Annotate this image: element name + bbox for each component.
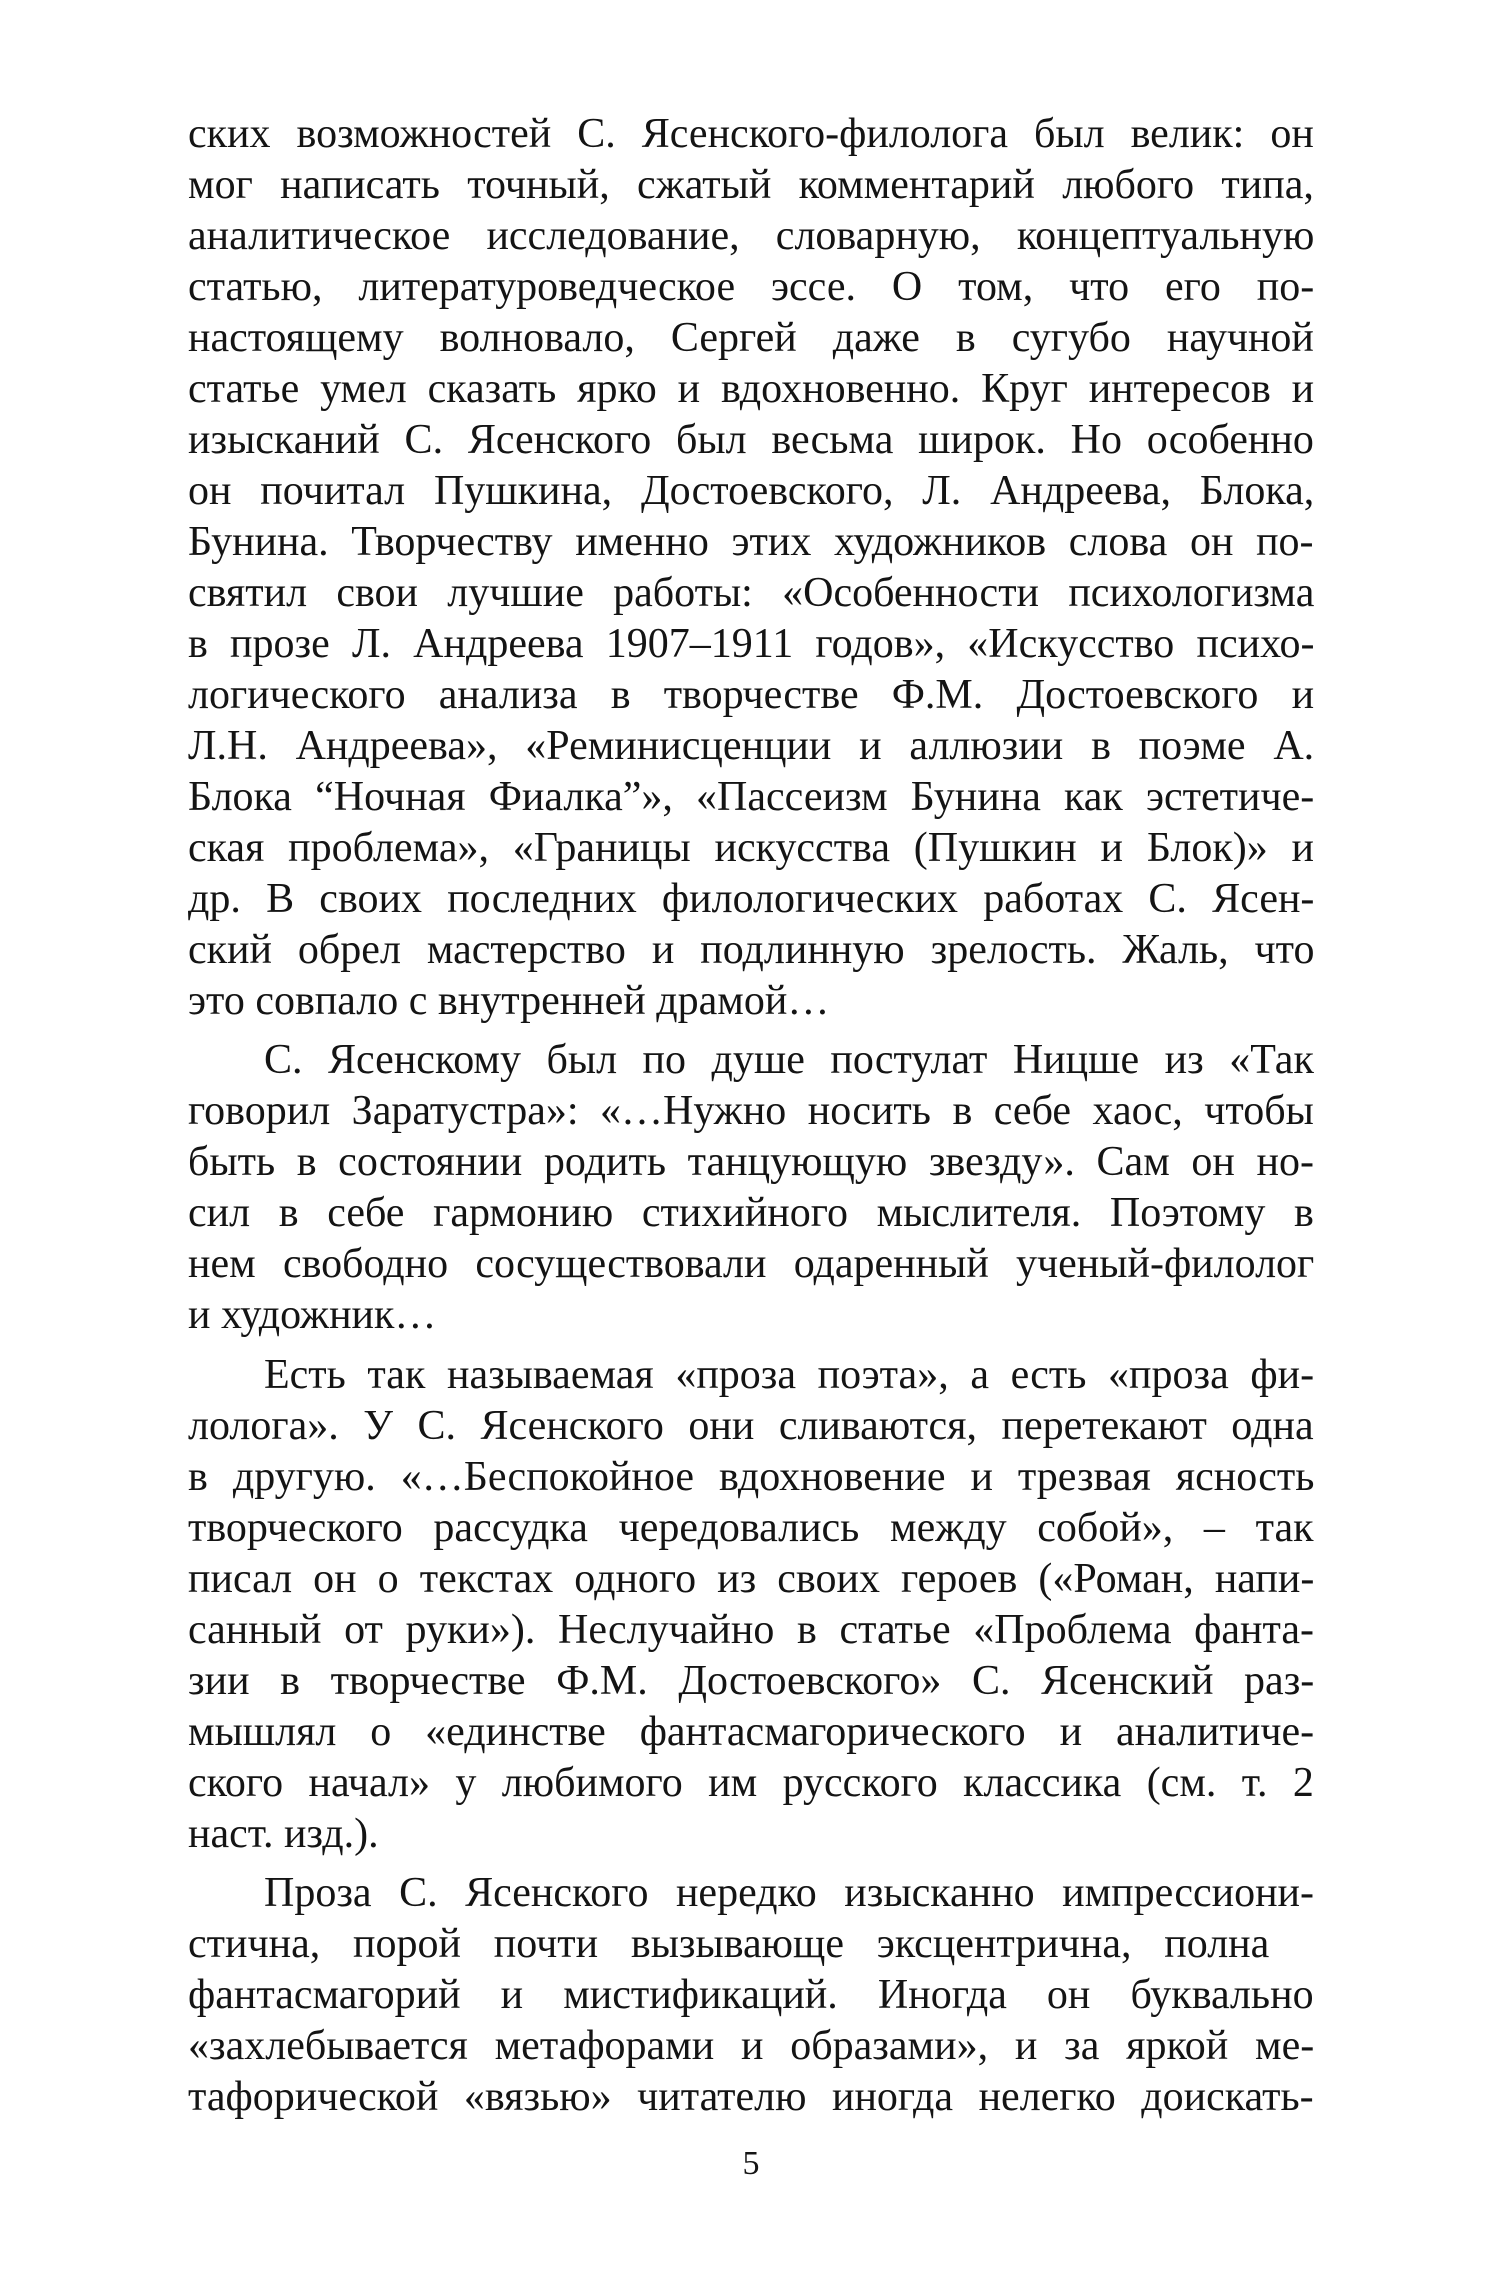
- text-line: логического анализа в творчестве Ф.М. Достоевского и: [188, 672, 1315, 718]
- text-line: творческого рассудка чередовались между собой», – так: [188, 1505, 1314, 1551]
- text-line: ского начал» у любимого им русского классика (см. т. 2: [188, 1760, 1314, 1806]
- text-line: Проза С. Ясенского нередко изысканно импрессиони-: [264, 1870, 1315, 1916]
- text-line: тафорической «вязью» читателю иногда нелегко доискать-: [188, 2074, 1314, 2120]
- text-line: Бунина. Творчеству именно этих художников слова он по-: [188, 519, 1314, 565]
- text-line: «захлебывается метафорами и образами», и за яркой ме-: [188, 2023, 1315, 2069]
- text-line: статье умел сказать ярко и вдохновенно. Круг интересов и: [188, 366, 1315, 412]
- text-line: наст. изд.).: [188, 1811, 379, 1857]
- text-line: Блока “Ночная Фиалка”», «Пассеизм Бунина как эстетиче-: [188, 774, 1315, 820]
- text-line: изысканий С. Ясенского был весьма широк. Но особенно: [188, 417, 1314, 463]
- text-line: он почитал Пушкина, Достоевского, Л. Андреева, Блока,: [188, 468, 1315, 514]
- text-line: аналитическое исследование, словарную, концептуальную: [188, 213, 1315, 259]
- text-line: стична, порой почти вызывающе эксцентрична, полна: [188, 1921, 1270, 1967]
- text-line: говорил Заратустра»: «…Нужно носить в себе хаос, чтобы: [188, 1088, 1314, 1134]
- text-line: Л.Н. Андреева», «Реминисценции и аллюзии в поэме А.: [188, 723, 1315, 769]
- text-line: ский обрел мастерство и подлинную зрелость. Жаль, что: [188, 927, 1315, 973]
- text-line: мышлял о «единстве фантасмагорического и аналитиче-: [188, 1709, 1315, 1755]
- text-line: фантасмагорий и мистификаций. Иногда он буквально: [188, 1972, 1314, 2018]
- text-line: быть в состоянии родить танцующую звезду». Сам он но-: [188, 1139, 1314, 1185]
- text-line: сил в себе гармонию стихийного мыслителя. Поэтому в: [188, 1190, 1314, 1236]
- text-line: ская проблема», «Границы искусства (Пушкин и Блок)» и: [188, 825, 1314, 871]
- text-line: ских возможностей С. Ясенского-филолога был велик: он: [188, 111, 1314, 157]
- document-page: [188, 108, 1314, 2258]
- text-line: нем свободно сосуществовали одаренный ученый-филолог: [188, 1241, 1315, 1287]
- text-line: и художник…: [188, 1292, 437, 1338]
- text-line: настоящему волновало, Сергей даже в сугубо научной: [188, 315, 1314, 361]
- text-line: зии в творчестве Ф.М. Достоевского» С. Ясенский раз-: [188, 1658, 1315, 1704]
- text-line: писал он о текстах одного из своих героев («Роман, напи-: [188, 1556, 1315, 1602]
- text-line: лолога». У С. Ясенского они сливаются, перетекают одна: [188, 1403, 1314, 1449]
- text-line: святил свои лучшие работы: «Особенности психологизма: [188, 570, 1315, 616]
- text-line: в другую. «…Беспокойное вдохновение и трезвая ясность: [188, 1454, 1315, 1500]
- text-line: санный от руки»). Неслучайно в статье «Проблема фанта-: [188, 1607, 1314, 1653]
- text-line: это совпало с внутренней драмой…: [188, 978, 830, 1024]
- text-line: Есть так называемая «проза поэта», а есть «проза фи-: [264, 1352, 1315, 1398]
- text-line: С. Ясенскому был по душе постулат Ницше из «Так: [264, 1037, 1314, 1083]
- text-line: статью, литературоведческое эссе. О том, что его по-: [188, 264, 1315, 310]
- text-line: в прозе Л. Андреева 1907–1911 годов», «Искусство психо-: [188, 621, 1315, 667]
- page-number: 5: [742, 2145, 760, 2182]
- text-line: др. В своих последних филологических работах С. Ясен-: [188, 876, 1315, 922]
- text-line: мог написать точный, сжатый комментарий любого типа,: [188, 162, 1314, 208]
